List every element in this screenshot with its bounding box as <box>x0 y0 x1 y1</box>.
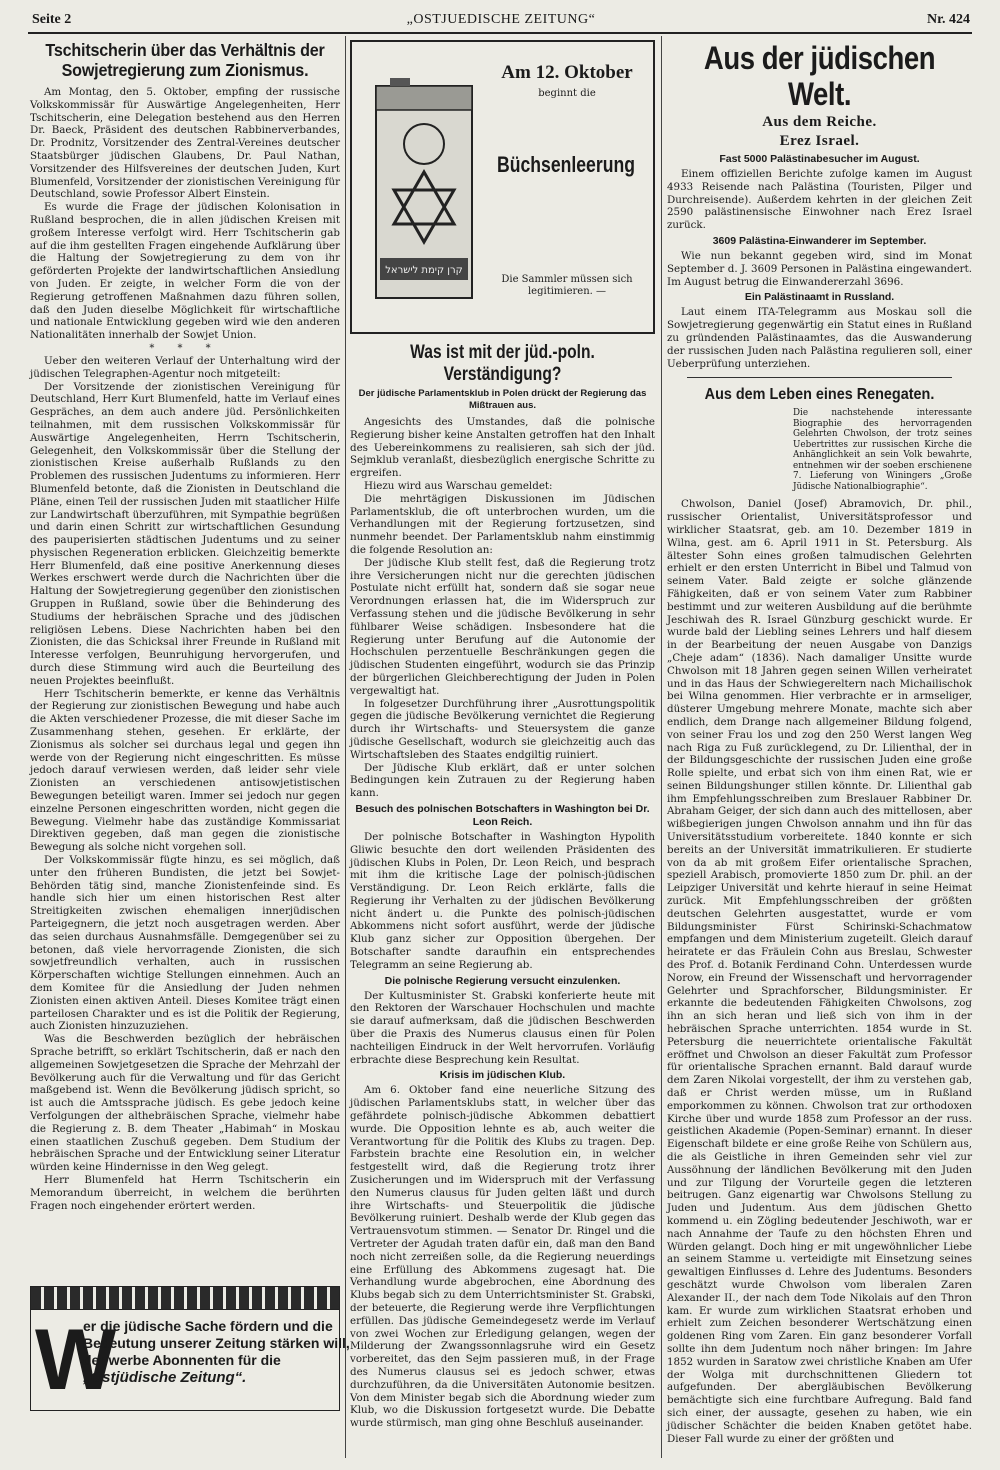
paragraph: Am Montag, den 5. Oktober, empfing der russische Volkskommissär für Auswärtige Angelegenheiten, Herr Tschitscherin, eine Delegation bestehend aus den Herren Dr. Baeck, Präsident des deutschen Rabbinerverbandes, Dr. Prodnitz, Vorsitzender des Zentral-Vereines deutscher Staatsbürger jüdischen Glaubens, Dr. Paul Nathan, Vorsitzender des Hilfsvereines der deutschen Juden, Kurt Blumenfeld, Vorsitzender der zionistischen Vereinigung für Deutschland, sowie Professor Albert Einstein. <box>30 86 340 201</box>
section-subtitle: Aus dem Reiche. <box>762 114 877 130</box>
header-rule <box>28 32 972 34</box>
article-deck: Der jüdische Parlamentsklub in Polen drückt der Regierung das Mißtrauen aus. <box>358 388 647 411</box>
subscription-box <box>30 1286 350 1434</box>
paragraph: In folgesetzer Durchführung ihrer „Ausrottungspolitik gegen die jüdische Bevölkerung vernichtet die Regierung durch ihr Wirtschafts- und Steuersystem die ganze jüdische Gesellschaft, wodurch sie gleichzeitig auch das Wirtschaftsleben des Staates endgiltig ruiniert. <box>350 697 655 761</box>
divider <box>687 377 952 378</box>
column-1 <box>30 40 350 1430</box>
paragraph: Herr Blumenfeld hat Herrn Tschitscherin ein Memorandum überreicht, in welchem die berührten Fragen noch eingehender erörtert werden. <box>30 1173 340 1212</box>
collection-box-icon <box>370 72 478 302</box>
subheading: Die polnische Regierung versucht einzulenken. <box>384 974 621 987</box>
initial-letter: W <box>35 1312 117 1408</box>
editorial-note: Die nachstehende interessante Biographie des hervorragenden Gelehrten Chwolson, der trotz seines Uebertrittes zur russischen Kirche die Anhänglichkeit an sein Volk bewahrte, entnehmen wir der soeben erschienene 7. Lieferung von Winingers „Große Jüdische Nationalbiographie“. <box>793 408 972 492</box>
separator-stars: * * * <box>149 342 221 354</box>
subheading: 3609 Palästina-Einwanderer im September. <box>712 234 927 247</box>
paragraph: Angesichts des Umstandes, daß die polnische Regierung bisher keine Anstalten getroffen hat den Inhalt des Uebereinkommens zu realisieren, sah sich der jüd. Sejmklub veranlaßt, diesbezüglich energische Schritte zu ergreifen. <box>350 416 655 480</box>
subscription-line: Bedeutung unserer Zeitung stärken will, <box>83 1335 350 1351</box>
paragraph: Am 6. Oktober fand eine neuerliche Sitzung des jüdischen Parlamentsklubs statt, in welcher über das gefährdete polnisch-jüdische Abkommen debattiert wurde. Die Opposition lehnte es ab, auch weiter die Verantwortung für die Politik des Klubs zu tragen. Dep. Farbstein brachte eine Resolution ein, in welcher festgestellt wird, daß die Regierung trotz ihrer Zusicherungen und im Widerspruch mit der Verfassung den Numerus clausus für Juden gelten läßt und durch ihre Wirtschafts- und Steuerpolitik die jüdische Bevölkerung ruiniert. Deshalb werde der Klub gegen das Vertrauensvotum stimmen. — Senator Dr. Ringel und die Vertreter der Agudah traten dafür ein, daß man den Band noch nicht zerreißen solle, da die Regierung neuerdings eine Erfüllung des Abkommens zugesagt hat. Die Verhandlung wurde abgebrochen, eine Abordnung des Klubs begab sich zu dem Unterrichtsminister St. Grabski, der beteuerte, die Regierung werde ihre Verpflichtungen erfüllen. Das jüdische Gemeindegesetz werde im Verlauf von zwei Wochen zur Erledigung gelangen, wegen der Milderung der Zwangssonnlagsruhe wird ein Gesetz vorbereitet, das den Sejm passieren muß, in der Frage des Numerus clausus sei es jedoch schwer, etwas durchzuführen, da die Universitäten Autonomie besitzen. Von dem Minister begab sich die Abordnung wieder zum Klub, wo die Diskussion fortgesetzt wurde. Die Debatte wurde stürmisch, man ging ohne Beschluß auseinander. <box>350 1084 655 1430</box>
paragraph: Die mehrtägigen Diskussionen im Jüdischen Parlamentsklub, die oft unterbrochen wurden, um die Verhandlungen mit der Regierung fortzusetzen, sind nunmehr beendet. Der Parlamentsklub nahm einstimmig die folgende Resolution an: <box>350 492 655 556</box>
subscription-line: er die jüdische Sache fördern und die <box>83 1318 333 1334</box>
ad-subline: beginnt die <box>538 88 596 99</box>
section-subtitle: Erez Israel. <box>779 133 860 149</box>
paragraph: Ueber den weiteren Verlauf der Unterhaltung wird der jüdischen Telegraphen-Agentur noch mitgeteilt: <box>30 354 340 380</box>
subheading: Fast 5000 Palästinabesucher im August. <box>719 153 920 165</box>
section-title: Aus der jüdischen Welt. <box>703 40 936 112</box>
article-headline: Aus dem Leben eines Renegaten. <box>704 386 935 404</box>
page-number: Seite 2 <box>32 12 72 27</box>
ad-date: Am 12. Oktober <box>501 62 633 83</box>
paragraph: Wie nun bekannt gegeben wird, sind im Monat September d. J. 3609 Personen in Palästina eingewandert. Im August betrug die Einwandererzahl 3696. <box>667 249 972 288</box>
subheading: Ein Palästinaamt in Russland. <box>744 291 895 304</box>
paragraph: Es wurde die Frage der jüdischen Kolonisation in Rußland besprochen, die in allen jüdischen Kreisen mit großem Interesse verfolgt wird. Herr Tschitscherin gab auf die ihm gestellten Fragen eingehende Aufklärung über die Haltung der Sowjetregierung zu dem von ihr geförderten Projekte der landwirtschaftlichen Ansiedlung von Juden. Er zeigte, in welcher Form die von der Regierung getroffenen Maßnahmen dazu führen sollen, daß den Juden dieselbe Möglichkeit für wirtschaftliche und nationale Entwicklung gegeben wird wie den anderen Nationalitäten innerhalb der Sowjet Union. <box>30 201 340 342</box>
paragraph: Der Kultusminister St. Grabski konferierte heute mit den Rektoren der Warschauer Hochschulen und machte sie darauf aufmerksam, daß die jüdischen Beschwerden über die Praxis des Numerus clausus einen für Polen nachteiligen Eindruck in der Welt hervorrufen. Vorläufig erbrachte diese Besprechung kein Resultat. <box>350 989 655 1066</box>
decorative-band <box>30 1286 340 1310</box>
paragraph: Chwolson, Daniel (Josef) Abramovich, Dr. phil., russischer Orientalist, Universitätsprofessor und wirklicher Staatsrat, geb. am 10. Dezember 1819 in Wilna, gest. am 6. April 1911 in St. Petersburg. Als ältester Sohn eines großen talmudischen Gelehrten erhielt er den ersten Unterricht in Bibel und Talmud von seinem Vater. Bald zeigte er solche glänzende Fähigkeiten, daß er von seinem Vater zum Rabbiner bestimmt und zur weiteren Ausbildung auf die berühmte Jeschiwah des R. Israel Günzburg geschickt wurde. Er wurde bald der Liebling seines Lehrers und half diesem in der Bearbeitung der neuen Ausgabe von Danzigs „Cheje adam“ (1836). Nach damaliger Unsitte wurde Chwolson mit 18 Jahren gegen seinen Willen verheiratet und in das Haus der Schwiegereltern nach Michailischok bei Wilna genommen. Hier verbrachte er in armseliger, düsterer Umgebung mehrere Monate, machte sich aber endlich, dem Drange nach allgemeiner Bildung folgend, von seiner Frau los und zog den 250 Werst langen Weg nach Riga zu Fuß zurücklegend, zu Dr. Lilienthal, der in der Bildungsgeschichte der russischen Juden eine große Rolle spielte, und erbat sich von ihm einen Rat, wie er seinen Bildungshunger stillen könnte. Dr. Lilienthal gab ihm Empfehlungsschreiben zum Breslauer Rabbiner Dr. Abraham Geiger, der sich dann auch des mittellosen, aber wißbegierigen jungen Chwolson annahm und ihn für das Universitätsstudium vorbereitete. 1840 konnte er sich bereits an der Universität immatrikulieren. Er studierte von da ab mit großem Eifer orientalische Sprachen, speziell Arabisch, promovierte 1850 zum Dr. phil. an der Leipziger Universität und kehrte hierauf in seine Heimat zurück. Mit Empfehlungsschreiben der größten deutschen Gelehrten ausgestattet, wurde er vom Bildungsminister Fürst Schirinski-Schachmatow empfangen und dem Ministerium zugeteilt. Gleich darauf heiratete er das Fräulein Cohn aus Breslau, Schwester des Prof. d. Botanik Ferdinand Cohn. Unterdessen wurde Norow, ein Freund der Wissenschaft und hervorragender Gelehrter und Sprachforscher, Bildungsminister. Er erkannte die bedeutenden Fähigkeiten Chwolsons, zog ihn an sich heran und ließ sich von ihm in der hebräischen Sprache unterrichten. 1854 wurde in St. Petersburg die neuerrichtete orientalische Fakultät eröffnet und Chwolson an dieser Fakultät zum Professor für orientalische Sprachen ernannt. Bald darauf wurde dem Zaren Nikolai vorgestellt, der ihm zu verstehen gab, daß er Christ werden müsse, um in Rußland emporkommen zu können. Chwolson trat zur orthodoxen Kirche über und wurde 1858 zum Professor an der russ. geistlichen Akademie (Popen-Seminar) ernannt. In dieser Eigenschaft bildete er eine große Reihe von Schülern aus, die als Geistliche in ihren Gemeinden sehr viel zur Aussöhnung der ländlichen Bevölkerung mit den Juden und zur Tilgung der Vorurteile gegen die letzteren beitrugen. Ganz eigenartig war Chwolsons Stellung zu Juden und Judentum. Aus dem jüdischen Ghetto kommend u. ein Zögling bedeutender Jeschiwoth, war er nach Annahme der Taufe zu den höchsten Ehren und Würden gelangt. Doch hing er mit ungewöhnlicher Liebe an seinem Stamme u. verteidigte mit Einsetzung seines gewaltigen Einflusses d. Lehre des Judentums. Besonders geschätzt wurde Chwolson vom liberalen Zaren Alexander II., der nach dem Tode Nikolais auf den Thron kam. Er wurde zum wirklichen Staatsrat erhoben und erhielt zum Zeichen besonderer Wertschätzung einen goldenen Ring vom Zaren. Ein ganz besonderer Vorfall sollte ihn dem Judentum noch näher bringen: Im Jahre 1852 wurden in Saratow zwei christliche Knaben am Ufer der Wolga mit durchschnittenen Gliedern tot aufgefunden. Der abergläubischen Bevölkerung bemächtigte sich eine furchtbare Aufregung. Bald fand sich einer, der aussagte, gesehen zu haben, wie ein jüdischer Schächter die beiden Knaben getötet habe. Dieser Fall wurde zu einer der größten und <box>667 498 972 1445</box>
subscription-line: der werbe Abonnenten für die <box>83 1352 281 1368</box>
column-3 <box>667 40 972 1445</box>
masthead: „OSTJUEDISCHE ZEITUNG“ <box>406 12 596 27</box>
article-headline: Tschitscherin über das Verhältnis der Sowjetregierung zum Zionismus. <box>45 40 325 80</box>
running-header <box>32 10 970 32</box>
paragraph: Laut einem ITA-Telegramm aus Moskau soll die Sowjetregierung gegenwärtig ein Statut eines in Rußland zu gründenden Palästinaamtes, das die Auswanderung der russischen Juden nach Palästina regulieren soll, einer Ueberprüfung unterziehen. <box>667 306 972 370</box>
column-rule <box>661 36 662 1458</box>
subheading: Krisis im jüdischen Klub. <box>439 1069 566 1082</box>
column-2 <box>350 40 655 1430</box>
paragraph: Was die Beschwerden bezüglich der hebräischen Sprache betrifft, so erklärt Tschitscherin, daß er nach den allgemeinen Sowjetgesetzen die Sprache der Mehrzahl der Bevölkerung auch für die Verwaltung und für das Gericht maßgebend ist. Wenn die Bevölkerung jüdisch spricht, so ist auch die Amtssprache jüdisch. Es gebe jedoch keine Verfolgungen der althebräischen Sprache, vielmehr habe die Regierung z. B. dem Theater „Habimah“ in Moskau einen staatlichen Zuschuß gegeben. Dem Studium der hebräischen Sprache und der Entwicklung seiner Literatur würden keine Hindernisse in den Weg gelegt. <box>30 1033 340 1174</box>
subscription-line: „Ostjüdische Zeitung“. <box>83 1369 247 1386</box>
paragraph: Der Jüdische Klub erklärt, daß er unter solchen Bedingungen kein Zutrauen zu der Regierung haben kann. <box>350 761 655 800</box>
paragraph: Der Volkskommissär fügte hinzu, es sei möglich, daß unter den früheren Bundisten, die jetzt bei Sowjet-Behörden tätig sind, manche Zionistenfeinde sind. Es handle sich hier um einen historischen Rest alter Streitigkeiten zwischen ehemaligen innerjüdischen Parteigegnern, die jetzt noch ausgetragen werden. Aber das seien durchaus Ausnahmsfälle. Demgegenüber sei zu betonen, daß viele hervorragende Zionisten, die sich sowjetfreundlich verhalten, auch in russischen Körperschaften wichtige Stellungen einnehmen. Auch an dem Komitee für die Ansiedlung der Juden nehmen Zionisten einen aktiven Anteil. Dieses Komitee trägt einen parteilosen Charakter und es ist die Politik der Regierung, auch Zionisten hinzuzuziehen. <box>30 854 340 1033</box>
subscription-text <box>83 1318 350 1386</box>
ad-title: Büchsenleerung <box>497 152 635 177</box>
subheading: Besuch des polnischen Botschafters in Washington bei Dr. Leon Reich. <box>355 802 650 828</box>
paragraph: Hiezu wird aus Warschau gemeldet: <box>364 479 553 492</box>
column-rule <box>345 36 346 1458</box>
paragraph: Der polnische Botschafter in Washington Hypolith Gliwic besuchte den dort weilenden Präsidenten des jüdischen Klubs in Polen, Dr. Leon Reich, und besprach mit ihm die kritische Lage der polnisch-jüdischen Verständigung. Dr. Leon Reich erklärte, falls die Regierung ihr Verhalten zu der jüdischen Bevölkerung nicht ändert u. die Punkte des polnisch-jüdischen Abkommens nicht sofort ausführt, werde der jüdische Klub ganz sicher zur Opposition übergehen. Der Botschafter sandte daraufhin ein entsprechendes Telegramm an seine Regierung ab. <box>350 830 655 971</box>
paragraph: Herr Tschitscherin bemerkte, er kenne das Verhältnis der Regierung zur zionistischen Bewegung und habe auch die Akten verschiedener Prozesse, die mit dieser Sache im Zusammenhang stehen, gesehen. Er erklärte, der Zionismus als solcher sei durchaus legal und gegen ihn werde von der Regierung nicht eingeschritten. Es müsse jedoch darauf verwiesen werden, daß leider sehr viele Zionisten an verschiedenen antisowjetistischen Bewegungen beteiligt waren. Immer sei jedoch nur gegen einzelne Personen eingeschritten worden, nicht gegen die Bewegung. Vielmehr habe das zuständige Kommissariat Direktiven gegeben, daß man gegen die zionistische Bewegung als solche nicht vorgehen soll. <box>30 687 340 854</box>
issue-number: Nr. 424 <box>926 12 970 27</box>
ad-note: Die Sammler müssen sich legitimieren. — <box>501 274 633 297</box>
paragraph: Der Vorsitzende der zionistischen Vereinigung für Deutschland, Herr Kurt Blumenfeld, hatte im Verlauf eines Gespräches, an dem auch andere jüd. Persönlichkeiten teilnahmen, mit dem russischen Volkskommissär für Auswärtige Angelegenheiten, Herrn Tschitscherin, Gelegenheit, den Volkskommissär über die Stellung der zionistischen Kreise außerhalb Rußlands zu den Problemen des russischen Judentums zu informieren. Herr Blumenfeld betonte, daß die Zionisten in Deutschland die Pläne, einen Teil der russischen Juden mit staatlicher Hilfe zur Landwirtschaft überzuführen, mit Sympathie begrüßen und darin einen Schritt zur wirtschaftlichen Gesundung des pauperisierten städtischen Judentums und zu seiner physischen Regeneration erblicken. Gleichzeitig bemerkte Herr Blumenfeld, daß eine positive Anerkennung dieses Werkes erschwert werde durch die Nachrichten über die Haltung der Sowjetregierung gegenüber den zionistischen Gruppen in Rußland, sowie über die Behinderung des Studiums der hebräischen Sprache und des jüdischen religiösen Lebens. Diese Nachrichten haben bei den Zionisten, die das Schicksal ihrer Freunde in Rußland mit Interesse verfolgen, Beunruhigung hervorgerufen, und durch diese Stimmung wird auch die Beurteilung des neuen Projektes beeinflußt. <box>30 380 340 687</box>
paragraph: Der jüdische Klub stellt fest, daß die Regierung trotz ihre Versicherungen nicht nur die gerechten jüdischen Postulate nicht erfüllt hat, sondern daß sie sogar neue Verordnungen erlassen hat, die im Widerspruch zur Verfassung stehen und die jüdische Bevölkerung in sehr fühlbarer Weise schädigen. Insbesondere hat die Regierung unter Berufung auf die Autonomie der Hochschulen perzentuelle Beschränkungen gegen die jüdischen Studenten eingeführt, wodurch sie das Prinzip der bürgerlichen Gleichberechtigung der Juden in Polen vergewaltigt hat. <box>350 556 655 697</box>
advertisement-box <box>350 40 655 334</box>
subscription-body <box>30 1310 350 1411</box>
can-label: קרן קימת לישראל <box>385 265 463 276</box>
article-headline: Was ist mit der jüd.-poln. Verständigung? <box>410 342 595 385</box>
paragraph: Einem offiziellen Berichte zufolge kamen im August 4933 Reisende nach Palästina (Touristen, Pilger und Durchreisende). Außerdem kehrten in der gleichen Zeit 2590 palästinensische Einwohner nach Erez Israel zurück. <box>667 168 972 232</box>
